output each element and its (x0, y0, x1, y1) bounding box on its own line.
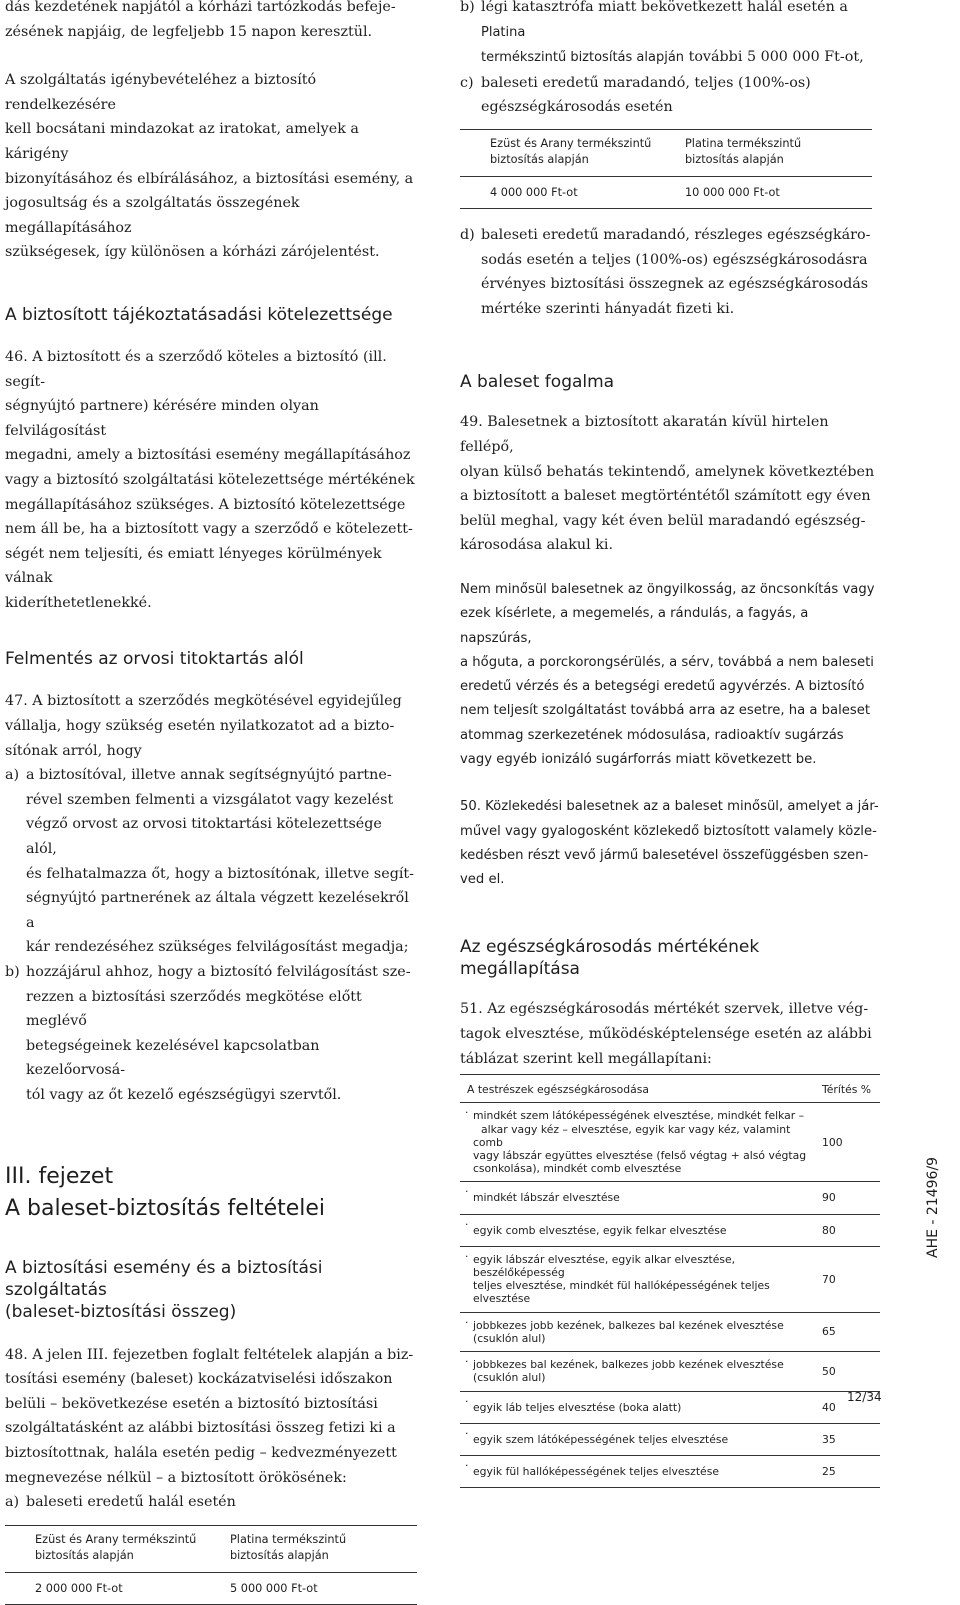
table-row: · egyik lábszár elvesztése, egyik alkar elvesztése, beszélőképesség teljes elvesztése, mindkét fül hallóképességének teljes elvesztése 70 (460, 1246, 880, 1312)
document-code: AHE - 21496/9 (925, 1156, 941, 1258)
table-row: · mindkét szem látóképességének elvesztése, mindkét felkar – alkar vagy kéz – elvesztése, egyik kar vagy kéz, valamint comb vagy lábszár együttes elvesztése (felső végtag + alsó végtag csonkolása), mindkét comb elvesztése 100 (460, 1103, 880, 1182)
paragraph-50: 50. Közlekedési balesetnek az a baleset minősül, amelyet a jár- művel vagy gyalogosként közlekedő biztosított valamely közle- kedésben részt vevő jármű balesetével összefüggésben szen- ved el. (460, 799, 879, 888)
right-column (460, 0, 880, 1488)
death-benefit-table (5, 1525, 417, 1605)
paragraph-47-item-b: b) hozzájárul ahhoz, hogy a biztosító felvilágosítást sze- rezzen a biztosítási szerződés megkötése előtt meglévő betegségeinek kezelésével kapcsolatban kezelőorvosá- tól vagy az őt kezelő egészségügyi szervtől. (5, 964, 411, 1103)
table-row: · mindkét lábszár elvesztése 90 (460, 1182, 880, 1214)
item-d-partial-disability: d) baleseti eredetű maradandó, részleges egészségkáro- sodás esetén a teljes (100%-os) egészségkárosodásra érvényes biztosítási összegnek az egészségkárosodás mértéke szerinti hányadát fizeti ki. (460, 226, 871, 317)
table-value-cell: 5 000 000 Ft-ot (230, 1572, 417, 1604)
table-header-cell: Platina termékszintű biztosítás alapján (230, 1525, 417, 1572)
table-value-cell: 2 000 000 Ft-ot (5, 1572, 230, 1604)
table-header-cell: Platina termékszintű biztosítás alapján (685, 129, 872, 176)
chapter-title: A baleset-biztosítás feltételei (5, 1195, 326, 1221)
table-row: · egyik fül hallóképességének teljes elvesztése 25 (460, 1455, 880, 1487)
table-row: · jobbkezes jobb kezének, balkezes bal kezének elvesztése (csuklón alul) 65 (460, 1312, 880, 1351)
table-value-cell: 10 000 000 Ft-ot (685, 176, 872, 208)
compensation-rate-table (460, 1074, 880, 1488)
disability-benefit-table (460, 129, 872, 209)
table-header-cell: Ezüst és Arany termékszintű biztosítás alapján (5, 1525, 230, 1572)
rates-header-body-part: A testrészek egészségkárosodása (460, 1075, 812, 1103)
paragraph-49: 49. Balesetnek a biztosított akaratán kívül hirtelen fellépő, olyan külső behatás tekintendő, amelynek következtében a biztosított a baleset megtörténtétől számított egy éven belül meghal, vagy két éven belül maradandó egészség- károsodása alakul ki. (460, 414, 875, 554)
section-heading-damage-assessment: Az egészségkárosodás mértékének megállapítása (460, 937, 760, 980)
section-heading-insured-event: A biztosítási esemény és a biztosítási szolgáltatás (baleset-biztosítási összeg) (5, 1257, 323, 1322)
chapter-number: III. fejezet (5, 1163, 114, 1189)
paragraph-47-item-a: a) a biztosítóval, illetve annak segítségnyújtó partne- rével szemben felmenti a vizsgálatot vagy kezelést végző orvost az orvosi titoktartási kötelezettsége alól, és felhatalmazza őt, hogy a biztosítónak, illetve segít- ségnyújtó partnerének az általa végzett kezelésekről a kár rendezéséhez szükséges felvilágosítást megadja; (5, 767, 415, 956)
section-heading-information-duty: A biztosított tájékoztatásadási kötelezettsége (5, 304, 393, 325)
table-value-cell: 4 000 000 Ft-ot (460, 176, 685, 208)
intro-paragraph: dás kezdetének napjától a kórházi tartózkodás befeje- zésének napjáig, de legfeljebb 15 napon keresztül. (5, 0, 396, 40)
paragraph-47: 47. A biztosított a szerződés megkötésével egyidejűleg vállalja, hogy szükség esetén nyilatkozatot ad a bizto- sítónak arról, hogy (5, 693, 402, 759)
paragraph-48: 48. A jelen III. fejezetben foglalt feltételek alapján a biz- tosítási esemény (baleset) kockázatviselési időszakon belüli – bekövetkezése esetén a biztosító biztosítási szolgáltatásként az alábbi biztosítási összeg fetizi ki a biztosítottnak, halála esetén pedig – kedvezményezett megnevezése nélkül – a biztosított örökösének: (5, 1346, 414, 1486)
table-row: · egyik láb teljes elvesztése (boka alatt) 40 (460, 1391, 880, 1423)
paragraph-48-item-a: a) baleseti eredetű halál esetén (5, 1494, 236, 1511)
section-heading-confidentiality-waiver: Felmentés az orvosi titoktartás alól (5, 649, 304, 670)
section-heading-accident-definition: A baleset fogalma (460, 372, 615, 393)
table-row: · egyik szem látóképességének teljes elvesztése 35 (460, 1423, 880, 1455)
exclusions-paragraph: Nem minősül balesetnek az öngyilkosság, az öncsonkítás vagy ezek kísérlete, a megemelés, a rándulás, a fagyás, a napszúrás, a hőguta, a porckorongsérülés, a sérv, továbbá a nem baleseti eredetű vérzés és a betegségi eredetű agyvérzés. A biztosító nem teljesít szolgáltatást továbbá arra az esetre, ha a baleset atommag szerkezetének módosulása, radioaktív sugárzás vagy egyéb ionizáló sugárforrás miatt következett be. (460, 581, 875, 767)
item-c-total-disability: c) baleseti eredetű maradandó, teljes (100%-os) egészségkárosodás esetén (460, 74, 811, 116)
paragraph-46: 46. A biztosított és a szerződő köteles a biztosító (ill. segít- ségnyújtó partnere) kérésére minden olyan felvilágosítást megadni, amely a biztosítási esemény megállapításához vagy a biztosító szolgáltatási kötelezettsége mértékének megállapításához szükséges. A biztosító kötelezettsége nem áll be, ha a biztosított vagy a szerződő e kötelezett- ségét nem teljesíti, és emiatt lényeges körülmények válnak kideríthetetlenekké. (5, 348, 415, 611)
table-row: · egyik comb elvesztése, egyik felkar elvesztése 80 (460, 1214, 880, 1246)
documents-paragraph: A szolgáltatás igénybevételéhez a biztosító rendelkezésére kell bocsátani mindazokat az iratokat, amelyek a kárigény bizonyításához és elbírálásához, a biztosítási esemény, a jogosultság és a szolgáltatás összegének megállapításához szükségesek, így különösen a kórházi zárójelentést. (5, 72, 414, 261)
rates-header-percent: Térítés % (812, 1075, 880, 1103)
table-row: · jobbkezes bal kezének, balkezes jobb kezének elvesztése (csuklón alul) 50 (460, 1352, 880, 1391)
table-header-cell: Ezüst és Arany termékszintű biztosítás alapján (460, 129, 685, 176)
item-b-air-disaster: b) légi katasztrófa miatt bekövetkezett halál esetén a Platina termékszintű biztosítás alapján további 5 000 000 Ft-ot, (460, 0, 864, 66)
page-number: 12/34 (847, 1390, 882, 1404)
paragraph-51: 51. Az egészségkárosodás mértékét szervek, illetve vég- tagok elvesztése, működésképtelensége esetén az alábbi táblázat szerint kell megállapítani: (460, 1001, 872, 1067)
left-column (5, 0, 417, 1605)
